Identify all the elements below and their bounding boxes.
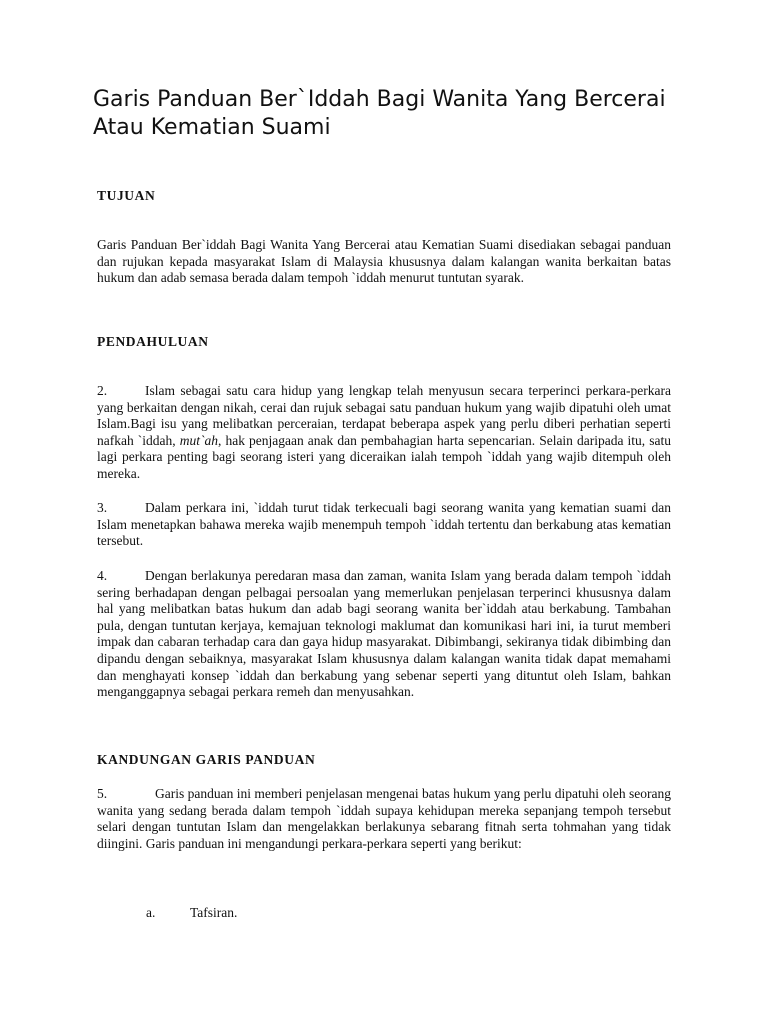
document-title: Garis Panduan Ber`Iddah Bagi Wanita Yang Bercerai Atau Kematian Suami bbox=[93, 87, 666, 140]
paragraph-text: Dalam perkara ini, `iddah turut tidak terkecuali bagi seorang wanita yang kematian suami dan Islam menetapkan bahawa mereka wajib menempuh tempoh `iddah tertentu dan berkabung atas kematian tersebut. bbox=[97, 500, 671, 549]
paragraph-text: Islam sebagai satu cara hidup yang lengkap telah menyusun secara terperinci perkara-perkara yang berkaitan dengan nikah, cerai dan rujuk sebagai satu panduan hukum yang wajib dipatuhi oleh umat Islam.Bagi isu yang melibatkan perceraian, terdapat beberapa aspek yang perlu diberi perhatian seperti nafkah `iddah, bbox=[97, 383, 671, 448]
paragraph-4 bbox=[97, 568, 671, 701]
paragraph-number: 5. bbox=[97, 786, 108, 801]
list-item-marker: a. bbox=[146, 905, 156, 920]
paragraph-number: 4. bbox=[97, 568, 108, 583]
paragraph-3 bbox=[97, 500, 671, 550]
tujuan-paragraph: Garis Panduan Ber`iddah Bagi Wanita Yang Bercerai atau Kematian Suami disediakan sebagai panduan dan rujukan kepada masyarakat Islam di Malaysia khususnya dalam kalangan wanita berkaitan batas hukum dan adab semasa berada dalam tempoh `iddah menurut tuntutan syarak. bbox=[97, 237, 671, 286]
paragraph-italic-term: mut`ah bbox=[179, 432, 218, 448]
list-item-label: Tafsiran. bbox=[190, 905, 238, 920]
paragraph-text: Dengan berlakunya peredaran masa dan zaman, wanita Islam yang berada dalam tempoh `iddah sering berhadapan dengan pelbagai persoalan yang memerlukan penjelasan terperinci khususnya dalam hal yang melibatkan batas hukum dan adab bagi seorang wanita ber`iddah atau berkabung. Tambahan pula, dengan tuntutan kerjaya, kemajuan teknologi maklumat dan komunikasi hari ini, ia turut memberi impak dan cabaran terhadap cara dan gaya hidup masyarakat. Dibimbangi, sekiranya tidak dibimbing dan dipandu dengan sebaiknya, masyarakat Islam khususnya dalam kalangan wanita tidak dapat memahami dan menghayati konsep `iddah dan berkabung yang sebenar seperti yang dituntut oleh Islam, bahkan menganggapnya sebagai perkara remeh dan menyusahkan. bbox=[97, 568, 671, 700]
paragraph-2 bbox=[97, 383, 671, 483]
section-heading-kandungan: KANDUNGAN GARIS PANDUAN bbox=[97, 752, 316, 767]
paragraph-number: 3. bbox=[97, 500, 108, 515]
paragraph-text: Garis panduan ini memberi penjelasan mengenai batas hukum yang perlu dipatuhi oleh seorang wanita yang sedang berada dalam tempoh `iddah supaya kehidupan mereka sepanjang tempoh tersebut selari dengan tuntutan Islam dan mengelakkan berlakunya sebarang fitnah serta tohmahan yang tidak diingini. Garis panduan ini mengandungi perkara-perkara seperti yang berikut: bbox=[97, 786, 671, 851]
list-item bbox=[146, 905, 237, 922]
section-heading-tujuan: TUJUAN bbox=[97, 188, 156, 203]
paragraph-5 bbox=[97, 786, 671, 852]
paragraph-number: 2. bbox=[97, 383, 108, 398]
paragraph-text-continued: , hak penjagaan anak dan pembahagian harta sepencarian. Selain daripada itu, satu lagi perkara penting bagi seorang isteri yang diceraikan ialah tempoh `iddah yang wajib ditempuh oleh mereka. bbox=[97, 432, 672, 481]
section-heading-pendahuluan: PENDAHULUAN bbox=[97, 334, 209, 349]
